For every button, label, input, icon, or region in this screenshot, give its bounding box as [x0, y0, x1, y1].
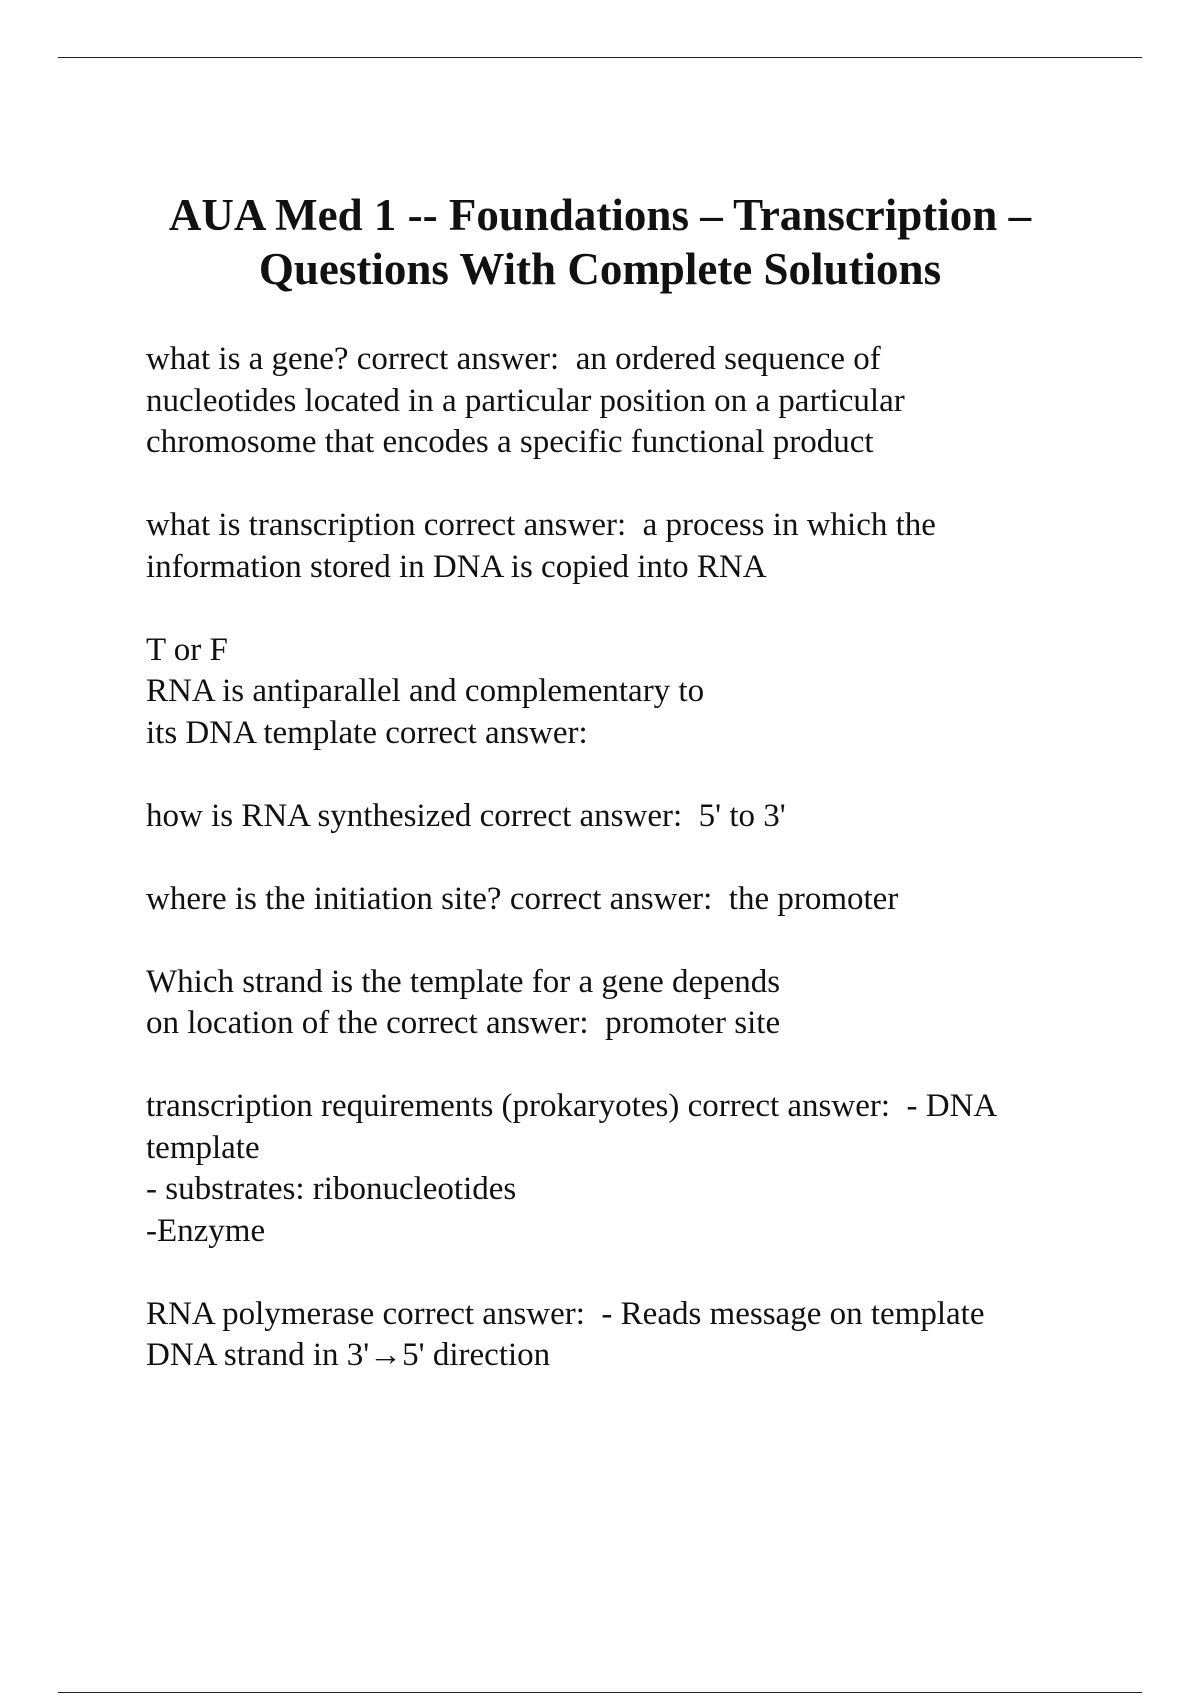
qa-item-template-strand [146, 962, 1146, 1045]
title-line-2: Questions With Complete Solutions [258, 244, 942, 294]
qa-line: what is a gene? correct answer: an ordered sequence of [146, 341, 881, 377]
header-rule [58, 57, 1142, 58]
document-title [60, 188, 1140, 296]
qa-line: how is RNA synthesized correct answer: 5' to 3' [146, 797, 786, 834]
qa-line: information stored in DNA is copied into RNA [146, 548, 767, 585]
qa-list [146, 339, 1146, 1418]
qa-line: its DNA template correct answer: [146, 714, 588, 751]
qa-item-initiation-site [146, 879, 1146, 921]
qa-line: on location of the correct answer: promoter site [146, 1005, 781, 1041]
qa-line: DNA strand in 3'→5' direction [146, 1337, 551, 1373]
qa-line: transcription requirements (prokaryotes) correct answer: - DNA [146, 1088, 998, 1124]
qa-item-transcription [146, 505, 1146, 588]
qa-item-requirements [146, 1086, 1146, 1252]
qa-line: RNA is antiparallel and complementary to [146, 673, 705, 709]
qa-line: Which strand is the template for a gene depends [146, 963, 781, 1000]
qa-line: nucleotides located in a particular position on a particular [146, 382, 905, 419]
qa-item-gene [146, 339, 1146, 464]
qa-line: - substrates: ribonucleotides [146, 1171, 517, 1207]
qa-line: where is the initiation site? correct answer: the promoter [146, 880, 899, 917]
title-line-1: AUA Med 1 -- Foundations – Transcription – [168, 190, 1032, 240]
footer-rule [58, 1692, 1142, 1693]
qa-item-true-false [146, 630, 1146, 755]
qa-line: what is transcription correct answer: a process in which the [146, 507, 936, 543]
qa-line: T or F [146, 631, 228, 668]
qa-line: RNA polymerase correct answer: - Reads message on template [146, 1295, 985, 1332]
qa-line: template [146, 1129, 260, 1166]
qa-item-rna-polymerase [146, 1294, 1146, 1377]
qa-item-rna-synthesis [146, 796, 1146, 838]
qa-line: -Enzyme [146, 1212, 266, 1249]
qa-line: chromosome that encodes a specific functional product [146, 424, 874, 460]
